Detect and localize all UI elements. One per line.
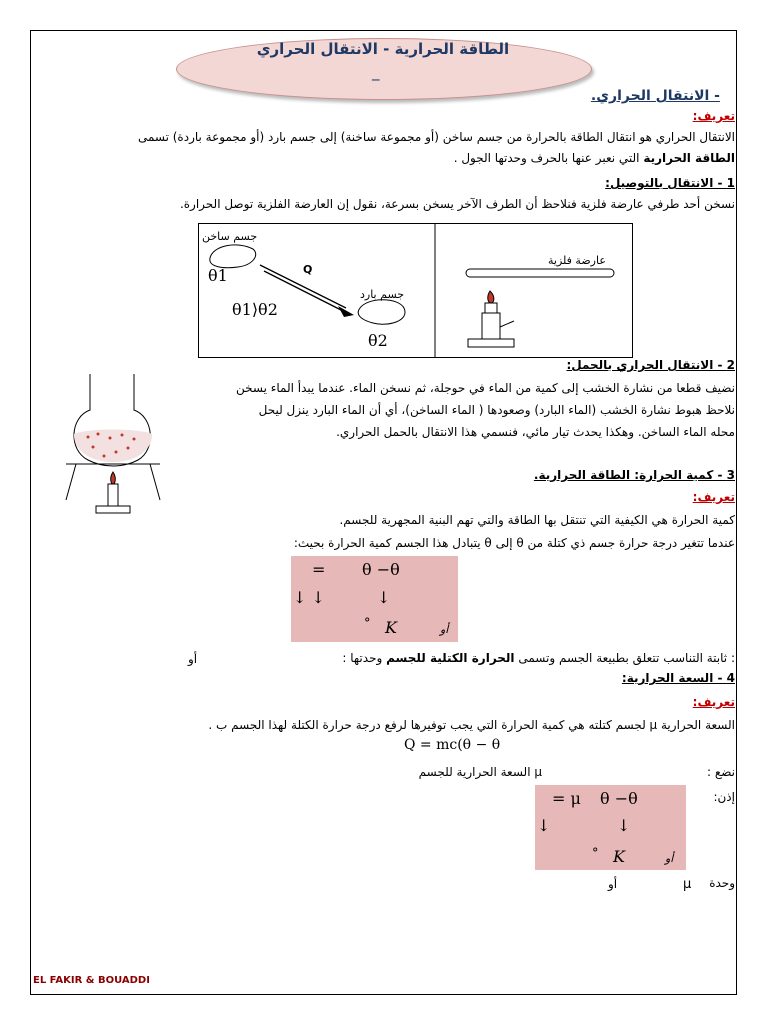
formula-or: أو	[440, 623, 449, 636]
unit-label: وحدة	[709, 876, 735, 890]
flask-figure	[58, 372, 168, 522]
then-label: إذن:	[713, 790, 735, 804]
convection-line-1: نضيف قطعا من نشارة الخشب إلى كمية من الماء في حوجلة، ثم نسخن الماء. عندما يبدأ الماء يسخن	[236, 381, 735, 395]
formula-degree: °	[364, 616, 371, 631]
q-label: Q	[303, 263, 313, 276]
footer-authors: EL FAKIR & BOUADDI	[33, 975, 150, 986]
capacity-arrow-left: ↓	[537, 816, 551, 835]
capacity-arrow-right: ↓	[617, 816, 631, 835]
heat-quantity-line-1: كمية الحرارة هي الكيفية التي تنتقل بها الطاقة والتي تهم البنية المجهرية للجسم.	[339, 513, 735, 527]
hot-body-shape	[210, 245, 256, 268]
specific-heat-term: الحرارة الكتلية للجسم	[386, 651, 515, 665]
capacity-degree: °	[592, 846, 599, 861]
theta-relation: θ1⟩θ2	[232, 300, 278, 319]
convection-heading: 2 - الانتقال الحراري بالحمل:	[566, 358, 735, 372]
capacity-or: أو	[665, 852, 674, 865]
specific-heat-line-a: : ثابتة التناسب تتعلق بطبيعة الجسم وتسمى	[514, 651, 735, 665]
heat-equation: Q = mc(θ − θ	[404, 737, 501, 753]
capacity-formula-eq: = μ	[552, 789, 581, 808]
title-dash: _	[372, 63, 380, 81]
heat-capacity-definition-label: تعريف:	[692, 695, 735, 709]
formula-kelvin: K	[385, 618, 397, 637]
cold-body-shape	[358, 300, 405, 324]
heat-quantity-heading: 3 - كمية الحرارة: الطاقة الحرارية.	[533, 468, 735, 482]
capacity-formula-thetas: θ −θ	[600, 789, 638, 808]
page-title: الطاقة الحرارية - الانتقال الحراري	[256, 40, 510, 58]
specific-heat-line	[342, 651, 735, 665]
put-value: μ السعة الحرارية للجسم	[418, 765, 542, 779]
heat-capacity-line-1: السعة الحرارية μ لجسم كتلته هي كمية الحرارة التي يجب توفيرها لرفع درجة حرارة الكتلة لهذا الجسم ب .	[208, 718, 735, 732]
theta1-label: θ1	[208, 266, 228, 285]
metal-bar	[466, 269, 614, 277]
heat-quantity-definition-label: تعريف:	[692, 490, 735, 504]
capacity-kelvin: K	[613, 847, 625, 866]
cold-body-label: جسم بارد	[360, 288, 405, 301]
convection-line-3: محله الماء الساخن. وهكذا يحدث تيار مائي، فنسمي هذا الانتقال بالحمل الحراري.	[336, 425, 735, 439]
section-heading-heat-transfer: - الانتقال الحراري.	[590, 88, 720, 104]
specific-heat-or: أو	[188, 652, 198, 666]
bunsen-burner-icon	[468, 291, 514, 347]
put-label: نضع :	[707, 765, 735, 779]
definition-label: تعريف:	[692, 109, 735, 123]
formula-thetas: θ −θ	[362, 560, 400, 579]
hot-body-label: جسم ساخن	[202, 230, 258, 243]
unit-mu: μ	[683, 877, 692, 892]
thermal-energy-term: الطاقة الحرارية	[643, 151, 735, 165]
unit-or: أو	[608, 877, 618, 891]
convection-line-2: نلاحظ هبوط نشارة الخشب (الماء البارد) وصعودها ( الماء الساخن)، أي أن الماء البارد ينزل ليحل	[258, 403, 735, 417]
theta2-label: θ2	[368, 331, 388, 350]
specific-heat-line-b: وحدتها :	[342, 651, 387, 665]
definition-line-2-rest: التي نعبر عنها بالحرف وحدتها الجول .	[453, 151, 644, 165]
metal-bar-label: عارضة فلزية	[548, 254, 606, 267]
heat-capacity-heading: 4 - السعة الحرارية:	[621, 671, 735, 685]
definition-line-1: الانتقال الحراري هو انتقال الطاقة بالحرارة من جسم ساخن (أو مجموعة ساخنة) إلى جسم بارد (أو مجموعة باردة) تسمى	[137, 130, 735, 144]
conduction-figure	[198, 223, 633, 358]
definition-line-2	[454, 151, 735, 165]
heat-quantity-line-2: عندما تتغير درجة حرارة جسم ذي كتلة من θ إلى θ يتبادل هذا الجسم كمية الحرارة بحيث:	[293, 536, 735, 550]
formula-arrow-right: ↓	[377, 588, 391, 607]
conduction-text: نسخن أحد طرفي عارضة فلزية فنلاحظ أن الطرف الآخر يسخن بسرعة، نقول إن العارضة الفلزية توصل الحرارة.	[179, 197, 735, 211]
formula-arrows-left: ↓ ↓	[293, 588, 325, 607]
conduction-heading: 1 - الانتقال بالتوصيل:	[605, 176, 735, 190]
formula-eq: =	[312, 560, 326, 579]
burner-icon	[96, 472, 130, 513]
